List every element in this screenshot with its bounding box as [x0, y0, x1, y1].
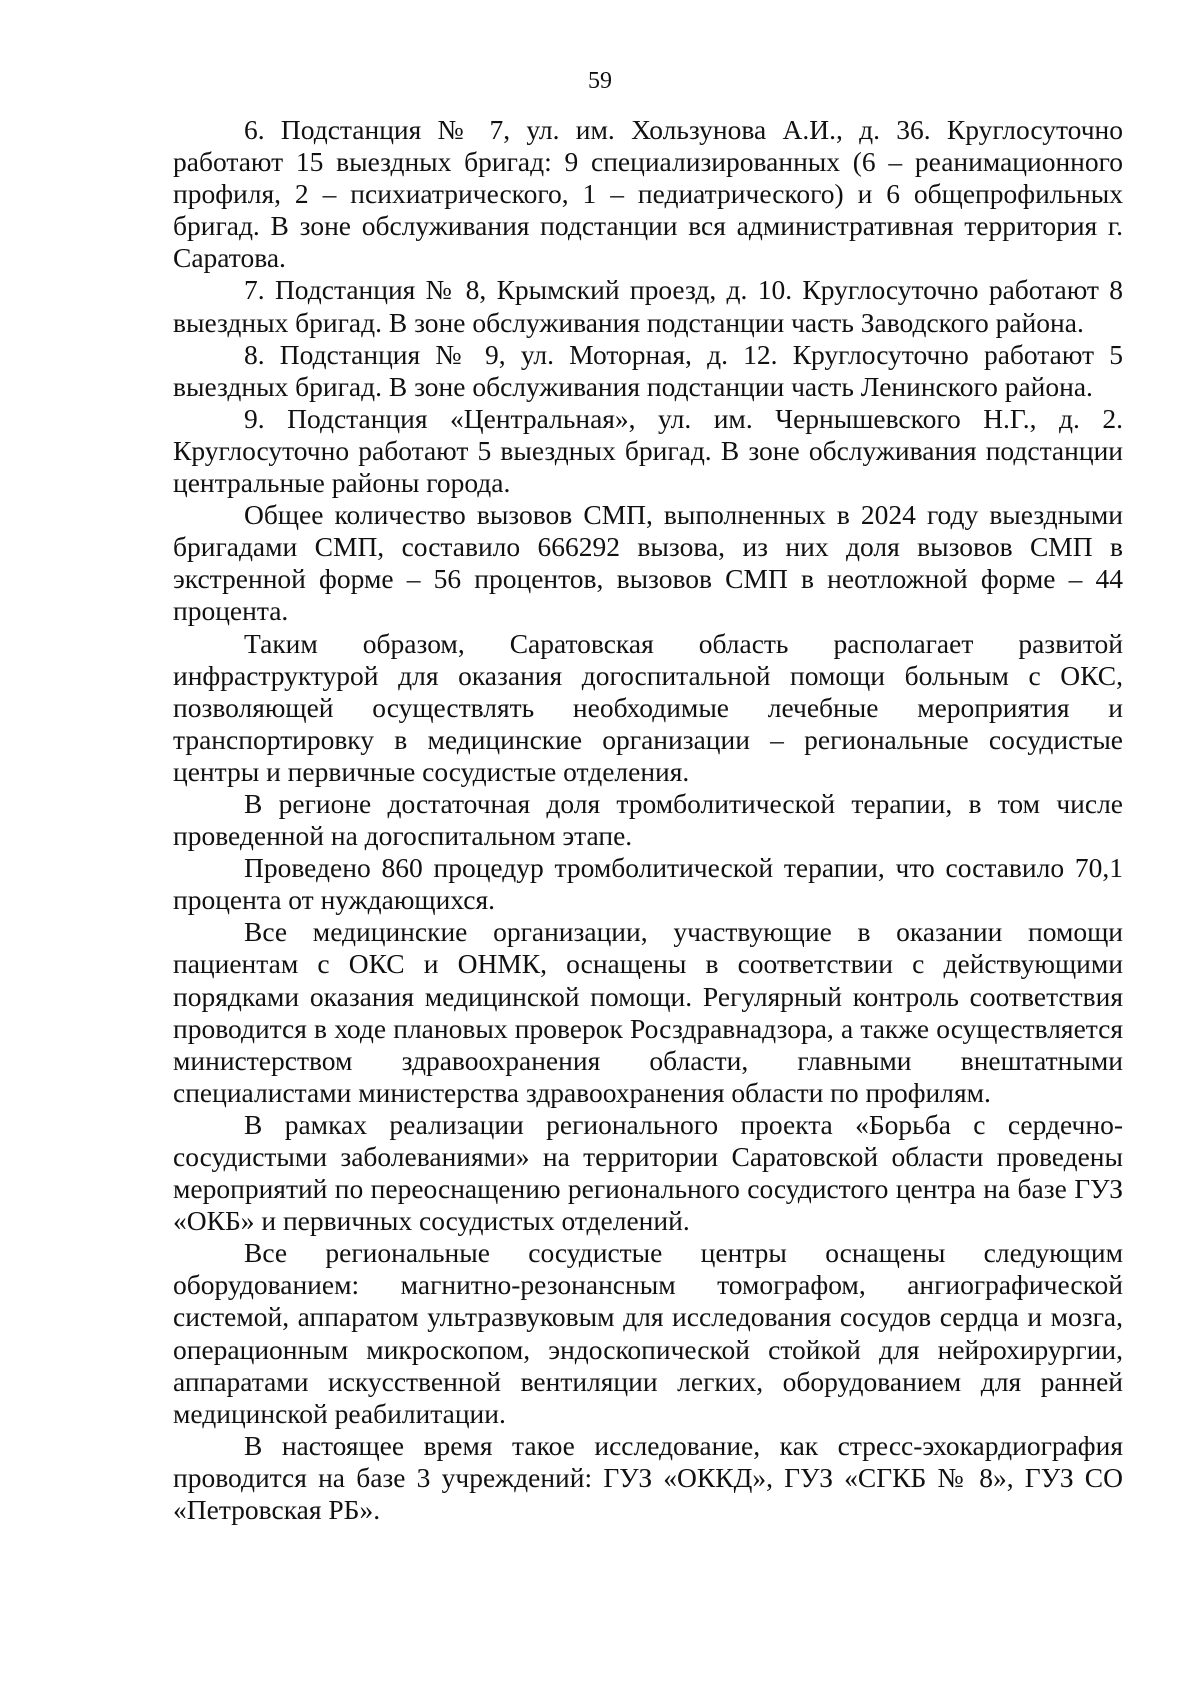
page-number: 59	[588, 68, 612, 94]
paragraph-vascular-centers: Все региональные сосудистые центры оснащены следующим оборудованием: магнитно-резонансным томографом, ангиографической системой, аппаратом ультразвуковым для исследования сосудов сердца и мозга, операционным микроскопом, эндоскопической стойкой для нейрохирургии, аппаратами искусственной вентиляции легких, оборудованием для ранней медицинской реабилитации.	[173, 1237, 1123, 1429]
paragraph-thrombolysis-share: В регионе достаточная доля тромболитической терапии, в том числе проведенной на догоспитальном этапе.	[173, 787, 1123, 852]
paragraph-thrombolysis-count: Проведено 860 процедур тромболитической терапии, что составило 70,1 процента от нуждающихся.	[173, 852, 1123, 916]
document-body	[173, 114, 1123, 1526]
paragraph-substation-9: 8. Подстанция № 9, ул. Моторная, д. 12. Круглосуточно работают 5 выездных бригад. В зоне обслуживания подстанции часть Ленинского района.	[173, 338, 1123, 402]
paragraph-substation-8: 7. Подстанция № 8, Крымский проезд, д. 10. Круглосуточно работают 8 выездных бригад. В зоне обслуживания подстанции часть Заводского района.	[173, 274, 1123, 338]
paragraph-total-calls: Общее количество вызовов СМП, выполненных в 2024 году выездными бригадами СМП, составило 666292 вызова, из них доля вызовов СМП в экстренной форме – 56 процентов, вызовов СМП в неотложной форме – 44 процента.	[173, 499, 1123, 627]
paragraph-substation-7: 6. Подстанция № 7, ул. им. Хользунова А.И., д. 36. Круглосуточно работают 15 выездных бригад: 9 специализированных (6 – реанимационного профиля, 2 – психиатрического, 1 – педиатрического) и 6 общепрофильных бригад. В зоне обслуживания подстанции вся административная территория г. Саратова.	[173, 114, 1123, 274]
paragraph-stress-echo: В настоящее время такое исследование, как стресс-эхокардиография проводится на базе 3 учреждений: ГУЗ «ОККД», ГУЗ «СГКБ № 8», ГУЗ СО «Петровская РБ».	[173, 1429, 1123, 1526]
paragraph-infrastructure: Таким образом, Саратовская область располагает развитой инфраструктурой для оказания догоспитальной помощи больным с ОКС, позволяющей осуществлять необходимые лечебные мероприятия и транспортировку в медицинские организации – региональные сосудистые центры и первичные сосудистые отделения.	[173, 627, 1123, 787]
paragraph-equipment-compliance: Все медицинские организации, участвующие в оказании помощи пациентам с ОКС и ОНМК, оснащены в соответствии с действующими порядками оказания медицинской помощи. Регулярный контроль соответствия проводится в ходе плановых проверок Росздравнадзора, а также осуществляется министерством здравоохранения области, главными внештатными специалистами министерства здравоохранения области по профилям.	[173, 916, 1123, 1108]
paragraph-substation-central: 9. Подстанция «Центральная», ул. им. Чернышевского Н.Г., д. 2. Круглосуточно работают 5 выездных бригад. В зоне обслуживания подстанции центральные районы города.	[173, 402, 1123, 499]
paragraph-regional-project: В рамках реализации регионального проекта «Борьба с сердечно-сосудистыми заболеваниями» на территории Саратовской области проведены мероприятий по переоснащению регионального сосудистого центра на базе ГУЗ «ОКБ» и первичных сосудистых отделений.	[173, 1108, 1123, 1237]
